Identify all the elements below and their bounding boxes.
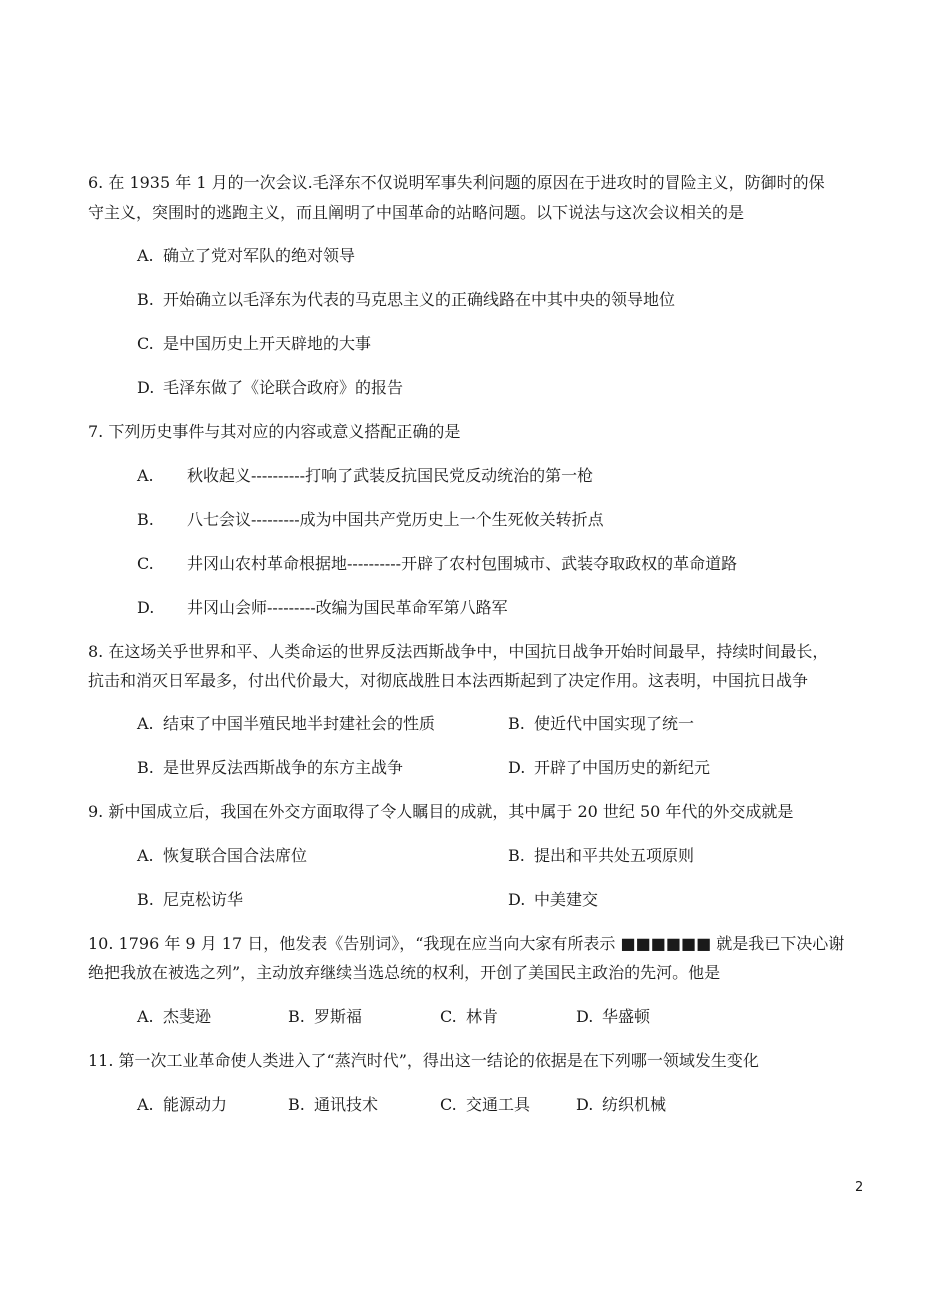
option-letter: B. [137,758,154,777]
question-6-option-a [137,245,355,267]
option-letter: B. [137,510,154,529]
option-text: 开辟了中国历史的新纪元 [534,758,711,777]
option-text: 使近代中国实现了统一 [534,714,695,733]
question-8-stem-line-1: 8. 在这场关乎世界和平、人类命运的世界反法西斯战争中，中国抗日战争开始时间最早，持续时间最长， [88,642,829,661]
question-7-option-b [137,509,604,531]
question-8-stem-line-2: 抗击和消灭日军最多，付出代价最大，对彻底战胜日本法西斯起到了决定作用。这表明，中国抗日战争 [88,671,809,690]
option-text: 通讯技术 [314,1095,379,1114]
option-letter: A. [137,466,154,485]
option-text: 交通工具 [466,1095,531,1114]
question-6-stem-line-1: 6. 在 1935 年 1 月的一次会议.毛泽东不仅说明军事失利问题的原因在于进攻时的冒险主义，防御时的保 [88,173,825,192]
question-9-option-d [508,889,598,911]
option-letter: D. [576,1007,594,1026]
option-text: 尼克松访华 [163,890,244,909]
option-letter: A. [137,846,154,865]
question-11-option-d [576,1094,666,1116]
option-text: 罗斯福 [314,1007,363,1026]
option-text: 八七会议---------成为中国共产党历史上一个生死攸关转折点 [187,510,604,529]
option-text: 秋收起义----------打响了武装反抗国民党反动统治的第一枪 [187,466,594,485]
question-10-stem-line-2: 绝把我放在被选之列”，主动放弃继续当选总统的权利，开创了美国民主政治的先河。他是 [88,963,721,982]
option-letter: B. [508,846,525,865]
question-9-option-a [137,845,307,867]
question-8-option-b [508,713,694,735]
question-10-option-d [576,1006,650,1028]
question-10-option-b [288,1006,362,1028]
question-8-option-a [137,713,435,735]
question-11-option-b [288,1094,378,1116]
option-text: 华盛顿 [602,1007,651,1026]
option-letter: D. [137,378,155,397]
option-text: 中美建交 [534,890,599,909]
option-letter: C. [137,554,154,573]
option-text: 井冈山会师---------改编为国民革命军第八路军 [187,598,508,617]
option-letter: C. [137,334,154,353]
question-11-option-a [137,1094,227,1116]
option-letter: D. [576,1095,594,1114]
question-9-option-c [137,889,243,911]
question-7-stem: 7. 下列历史事件与其对应的内容或意义搭配正确的是 [88,422,461,441]
option-letter: D. [508,758,526,777]
option-text: 确立了党对军队的绝对领导 [163,246,356,265]
option-text: 能源动力 [163,1095,228,1114]
question-10-option-a [137,1006,211,1028]
option-letter: A. [137,246,154,265]
page-number: 2 [855,1180,864,1195]
question-8-option-c [137,757,403,779]
option-letter: D. [508,890,526,909]
option-text: 毛泽东做了《论联合政府》的报告 [163,378,404,397]
option-text: 是中国历史上开天辟地的大事 [163,334,372,353]
question-11-option-c [440,1094,530,1116]
option-letter: C. [440,1007,457,1026]
option-letter: A. [137,1007,154,1026]
question-7-option-d [137,597,508,619]
option-text: 是世界反法西斯战争的东方主战争 [163,758,404,777]
option-text: 杰斐逊 [163,1007,212,1026]
option-text: 纺织机械 [602,1095,667,1114]
option-text: 林肯 [466,1007,499,1026]
option-letter: A. [137,1095,154,1114]
question-11-stem: 11. 第一次工业革命使人类进入了“蒸汽时代”，得出这一结论的依据是在下列哪一领域发生变化 [88,1051,759,1070]
option-text: 恢复联合国合法席位 [163,846,308,865]
question-9-stem: 9. 新中国成立后，我国在外交方面取得了令人瞩目的成就，其中属于 20 世纪 50 年代的外交成就是 [88,802,794,821]
question-6-stem-line-2: 守主义，突围时的逃跑主义，而且阐明了中国革命的站略问题。以下说法与这次会议相关的是 [88,203,745,222]
option-letter: B. [137,890,154,909]
option-letter: D. [137,598,155,617]
option-letter: A. [137,714,154,733]
option-letter: B. [508,714,525,733]
question-10-option-c [440,1006,498,1028]
question-6-option-d [137,377,403,399]
option-text: 结束了中国半殖民地半封建社会的性质 [163,714,436,733]
question-6-option-c [137,333,371,355]
option-text: 提出和平共处五项原则 [534,846,695,865]
question-8-option-d [508,757,710,779]
question-6-option-b [137,289,675,311]
option-letter: B. [288,1007,305,1026]
option-letter: C. [440,1095,457,1114]
question-10-stem-line-1: 10. 1796 年 9 月 17 日，他发表《告别词》，“我现在应当向大家有所表示 ■■■■■■ 就是我已下决心谢 [88,934,845,953]
option-letter: B. [137,290,154,309]
question-7-option-a [137,465,593,487]
question-7-option-c [137,553,737,575]
option-text: 井冈山农村革命根据地----------开辟了农村包围城市、武装夺取政权的革命道路 [187,554,738,573]
question-9-option-b [508,845,694,867]
option-text: 开始确立以毛泽东为代表的马克思主义的正确线路在中其中央的领导地位 [163,290,676,309]
option-letter: B. [288,1095,305,1114]
